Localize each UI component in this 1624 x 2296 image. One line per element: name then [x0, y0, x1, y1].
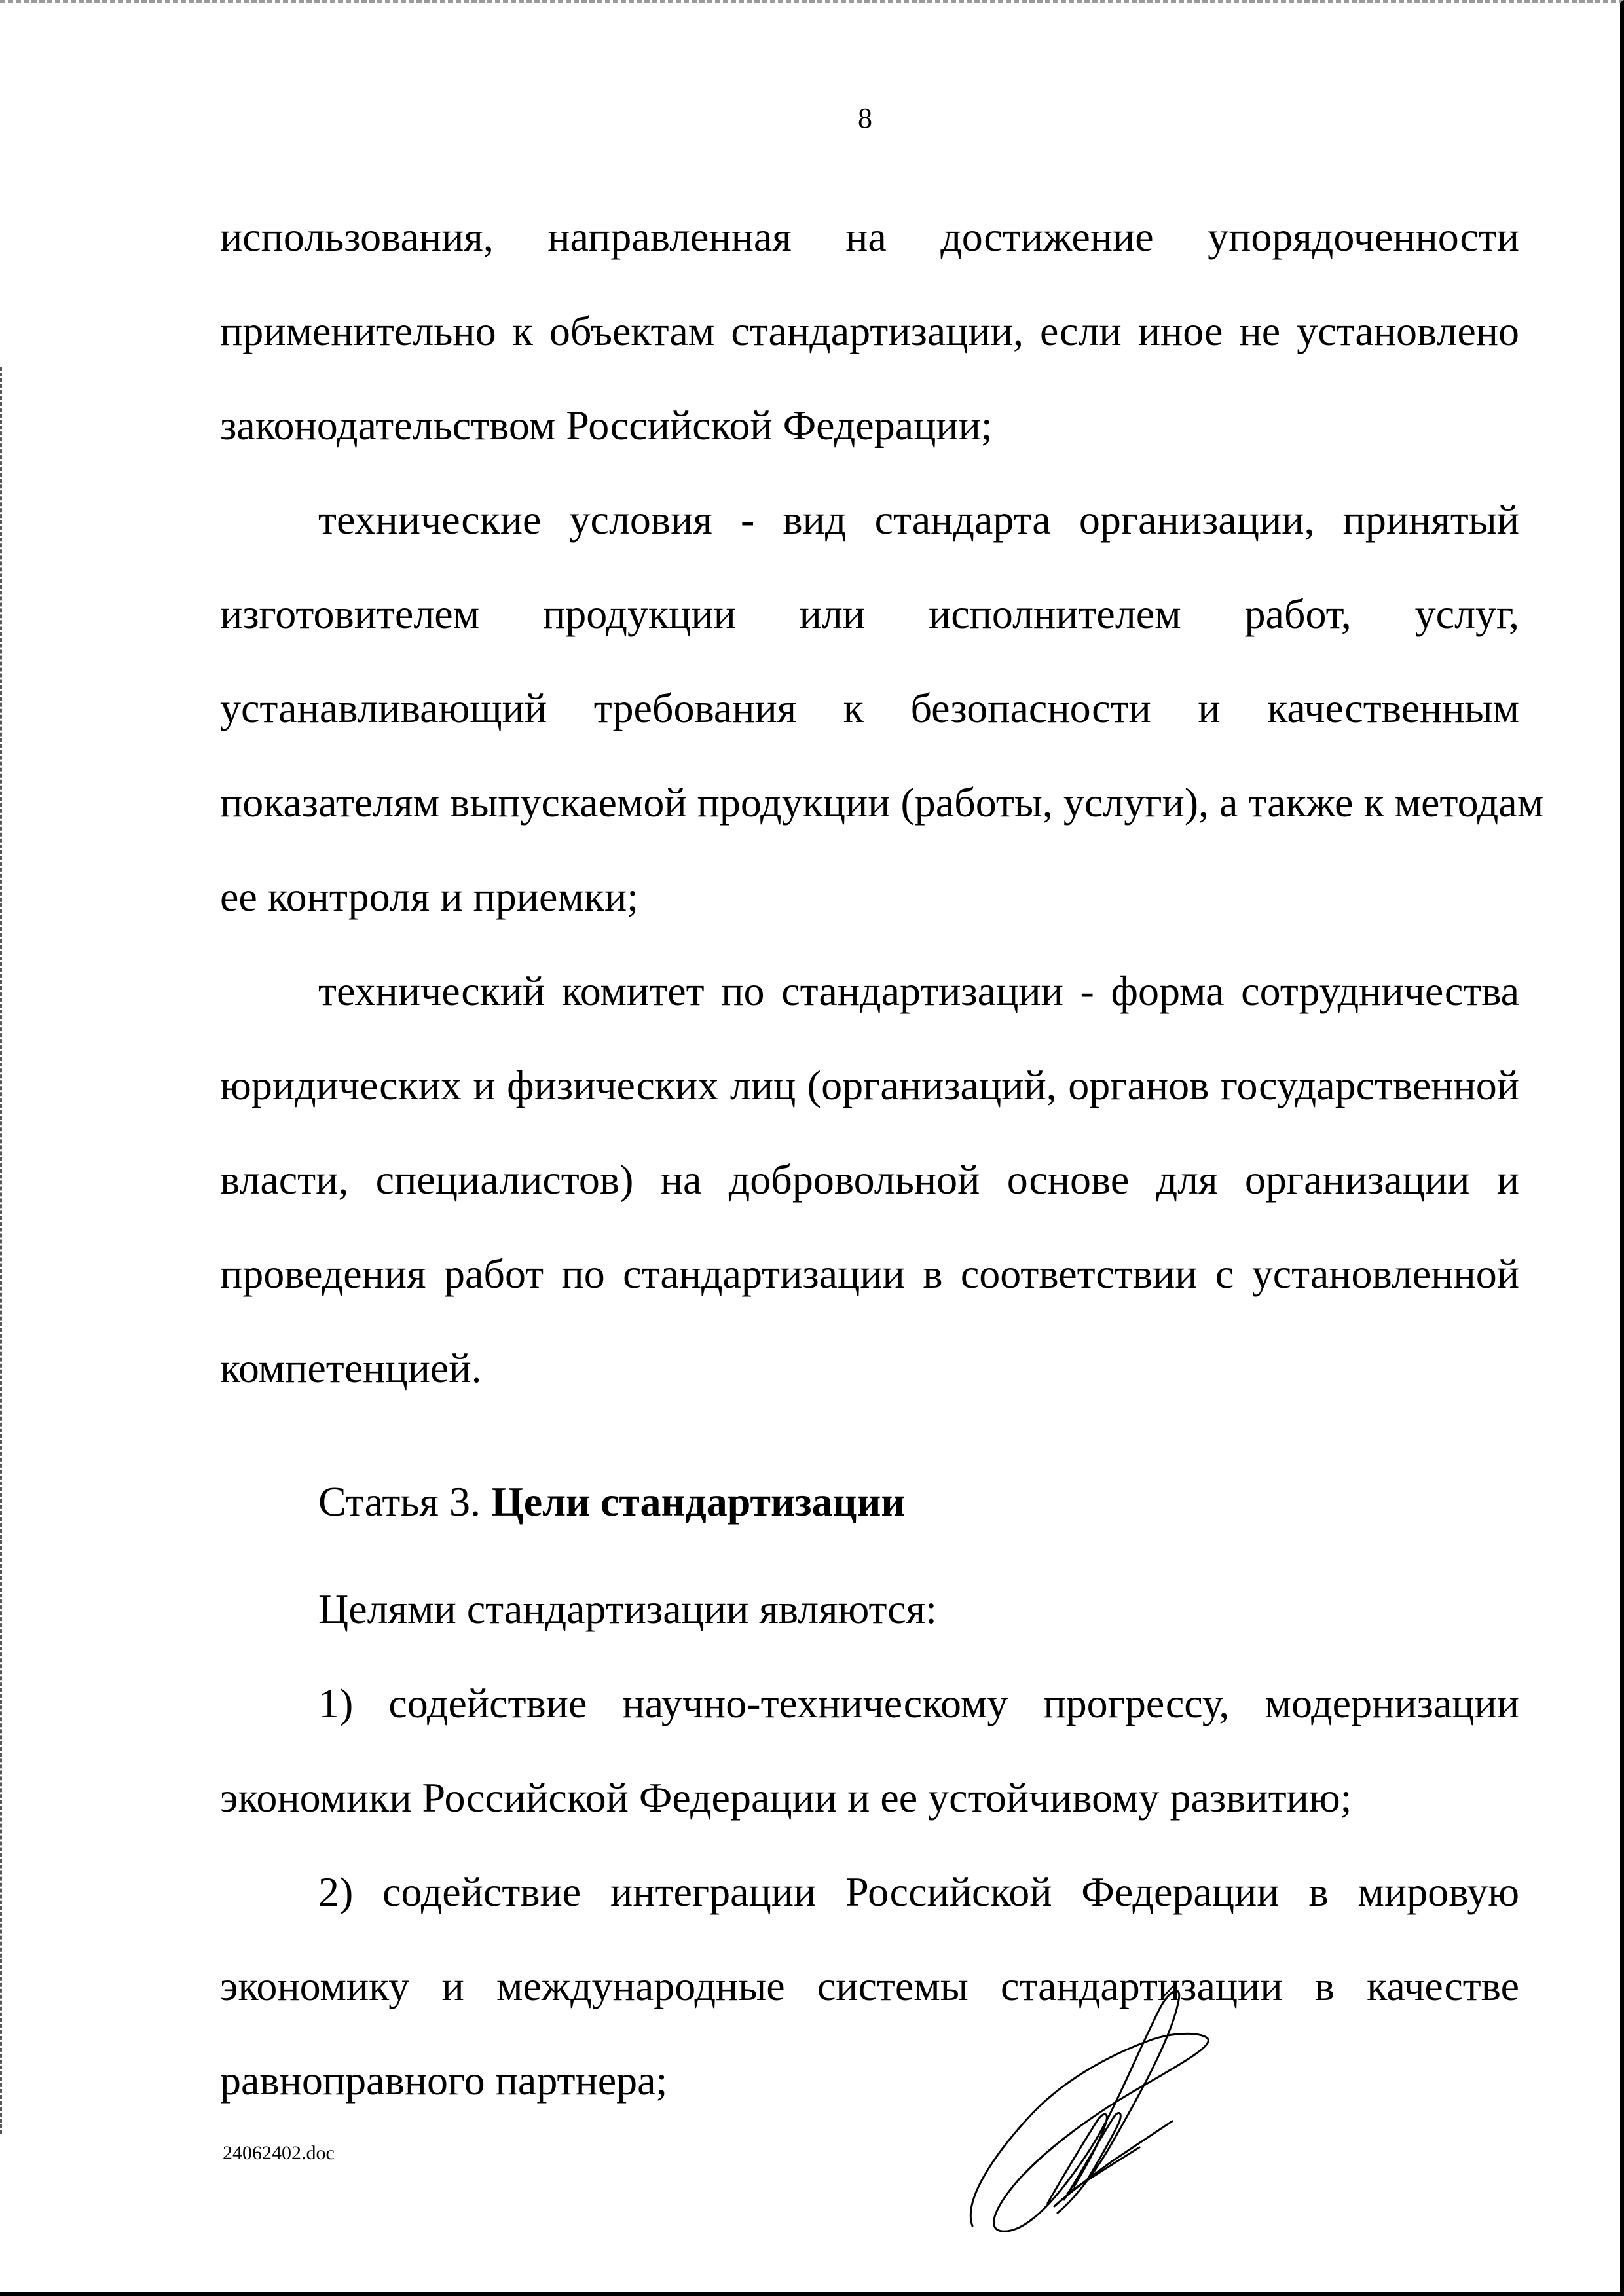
text-line: компетенцией.: [220, 1345, 482, 1391]
text-line: 1) содействие научно-техническому прогрессу, модернизации: [318, 1680, 1519, 1726]
text-line: экономику и международные системы стандартизации в качестве: [220, 1963, 1519, 2009]
spacer: [220, 1415, 1519, 1455]
article-number: Статья 3.: [318, 1478, 481, 1525]
text-line: законодательством Российской Федерации;: [220, 402, 993, 448]
page-number: 8: [858, 102, 872, 134]
article-heading: [220, 1455, 1519, 1549]
document-body: [220, 190, 1544, 2128]
text-line: власти, специалистов) на добровольной основе для организации и: [220, 1156, 1519, 1203]
text-line: экономики Российской Федерации и ее устойчивому развитию;: [220, 1774, 1352, 1821]
text-line: использования, направленная на достижение упорядоченности: [220, 213, 1519, 260]
text-line: показателям выпускаемой продукции (работы, услуги), а также к методам: [220, 779, 1544, 826]
text-line: технический комитет по стандартизации - форма сотрудничества: [318, 968, 1519, 1014]
text-line: технические условия - вид стандарта организации, принятый: [318, 496, 1519, 543]
text-line: ее контроля и приемки;: [220, 873, 638, 920]
text-line: юридических и физических лиц (организаций, органов государственной: [220, 1062, 1519, 1108]
text-line: проведения работ по стандартизации в соответствии с установленной: [220, 1250, 1519, 1297]
signature: [956, 1984, 1231, 2246]
text-line: 2) содействие интеграции Российской Федерации в мировую: [318, 1868, 1519, 1915]
article-title: Цели стандартизации: [490, 1478, 906, 1525]
text-line: устанавливающий требования к безопасности и качественным: [220, 685, 1519, 731]
text-line: Целями стандартизации являются:: [318, 1586, 937, 1632]
text-line: изготовителем продукции или исполнителем работ, услуг,: [220, 591, 1519, 637]
text-line: применительно к объектам стандартизации, если иное не установлено: [220, 308, 1519, 354]
footer-file-name: 24062402.doc: [223, 2142, 335, 2164]
scan-edge-marks: [0, 367, 5, 2134]
spacer: [220, 1549, 1519, 1562]
text-line: равноправного партнера;: [220, 2057, 668, 2104]
